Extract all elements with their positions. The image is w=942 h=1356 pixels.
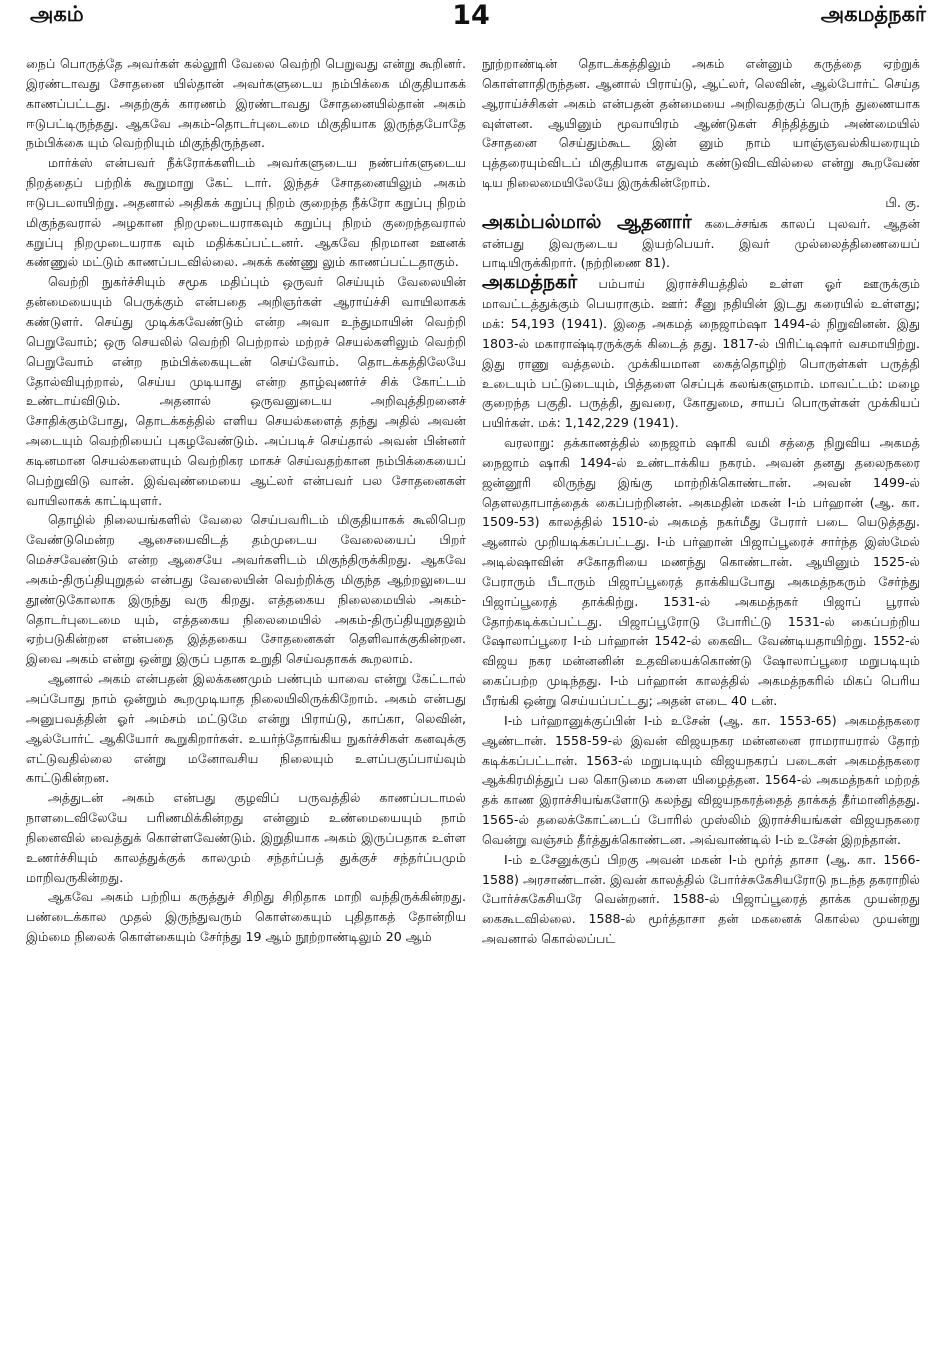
left-column [26,54,466,947]
entry-akampalmal [482,210,920,274]
entry-body: பம்பாய் இராச்சியத்தில் உள்ள ஓர் ஊருக்கும் மாவட்டத்துக்கும் பெயராகும். ஊர்: சீனு நதியின் இடது கரையில் உள்ளது; மக்: 54,193 (1941). இதை அகமத் நைஜாம்ஷா 1494-ல் நிறுவினன். இது 1803-ல் மகாராஷ்டிரருக்குக் கிடைத் தது. 1817-ல் பிரிட்டிஷார் வசமாயிற்று. இது ராணு வத்தலம். முக்கியமான கைத்தொழிற் பொருள்கள் பருத்தி உடையும் பட்டுடையும், பித்தளை செப்புக் கலங்களுமாம். மாவட்டம்: மழை குறைந்த பகுதி. பருத்தி, துவரை, கோதுமை, சாயப் பொருள்கள் முக்கியப் பயிர்கள். மக்: 1,142,229 (1941). [482,276,920,431]
entry-body: கடைச்சங்க காலப் புலவர். ஆதன் என்பது இவருடைய இயற்பெயர். இவர் முல்லைத்திணையைப் பாடியிருக்கிறார். (நற்றிணை 81). [482,215,920,271]
paragraph: வரலாறு: தக்காணத்தில் நைஜாம் ஷாகி வமி சத்தை நிறுவிய அகமத் நைஜாம் ஷாகி 1494-ல் உண்டாக்கிய நகரம். அவன் தனது தலைநகரை ஜன்னூரி லிருந்து இங்கு மாற்றிக்கொண்டான். அவன் 1499-ல் தௌலதாபாத்தைக் கைப்பற்றினன். அகமதின் மகன் I-ம் பர்ஹான் (ஆ. கா. 1509-53) காலத்தில் 1510-ல் அகமத் நகர்மீது பேரார் படை யெடுத்தது. ஆனால் முறியடிக்கப்பட்டது. I-ம் பர்ஹான் பிஜாப்பூரைச் சார்ந்த இஸ்மேல் அடில்ஷாவின் சகோதரியை மணந்து கொண்டான். ஆயினும் 1525-ல் பேராரும் பீடாரும் பிஜாப்பூரைத் தாக்கியபோது அகமத்நகரும் சேர்ந்து பிஜாப்பூரைத் தாக்கிற்று. 1531-ல் அகமத்நகர் பிஜாப் பூரால் தோற்கடிக்கப்பட்டது. பிஜாப்பூரோடு போரிட்டு 1531-ல் கைப்பற்றிய ஷோலாப்பூரை I-ம் பர்ஹான் 1542-ல் கைவிட வேண்டியதாயிற்று. 1552-ல் விஜய நகர மன்னனின் உதவியைக்கொண்டு ஷோலாப்பூரை மறுபடியும் கைப்பற்ற முடிந்தது. I-ம் பர்ஹான் காலத்தில் அகமத்நகரில் மிகப் பெரிய பீரங்கி ஒன்று செய்யப்பட்டது; அதன் எடை 40 டன். [482,435,920,708]
paragraph: தொழில் நிலையங்களில் வேலை செய்பவரிடம் மிகுதியாகக் கூலிபெற வேண்டுமென்ற ஆசையைவிடத் தம்முடைய வேலையைப் பிறர் மெச்சவேண்டும் என்ற ஆசையே அவர்களிடம் மிகுந்திருக்கிறது. ஆகவே அகம்-திருப்தியுறுதல் என்பது வேலையின் வெற்றிக்கு மிகுந்த ஆற்றலுடைய தூண்டுகோலாக இருந்து வரு கிறது. எத்தகைய நிலைமையில் அகம்-தொடர்புடைமை யும், எத்தகைய நிலைமையில் அகம்-திருப்தியுறுதலும் ஏற்படுகின்றன என்பதை இத்தகைய சோதனைகள் தெளிவாக்குகின்றன. இவை அகம் என்று ஒன்று இருப் பதாக உறுதி செய்வதாகக் கூறலாம். [26,512,466,667]
paragraph: ஆனால் அகம் என்பதன் இலக்கணமும் பண்பும் யாவை என்று கேட்டால் அப்போது நாம் ஒன்றும் கூறமுடியாத நிலையிலிருக்கிறோம். அகம் என்பது அனுபவத்தின் ஓர் அம்சம் மட்டுமே என்று பிராய்டு, காப்கா, லெவின், ஆல்போர்ட் ஆகியோர் கூறுகிறார்கள். உயர்ந்தோங்கிய நுகர்ச்சிகள் கனவுக்கு எட்டுவதில்லை என்று மனோவசிய நிலையும் உளப்பகுப்பாய்வும் காட்டுகின்றன. [26,671,466,786]
entry-ahmednagar [482,273,920,433]
paragraph: I-ம் உசேனுக்குப் பிறகு அவன் மகன் I-ம் மூர்த் தாசா (ஆ. கா. 1566-1588) அரசாண்டான். இவன் காலத்தில் போர்ச்சுகேசியரோடு நடந்த தகராறில் போர்ச்சுகேசியரே வென்றனர். 1588-ல் பிஜாப்பூரைத் தாக்க முயன்றது கைகூடவில்லை. 1588-ல் மூர்த்தாசா தன் மகனைக் கொல்ல முயன்று அவனால் கொல்லப்பட் [482,851,920,947]
paragraph: I-ம் பர்ஹானுக்குப்பின் I-ம் உசேன் (ஆ. கா. 1553-65) அகமத்நகரை ஆண்டான். 1558-59-ல் இவன் விஜயநகர மன்னனை ராமராயரால் தோற் கடிக்கப்பட்டான். 1563-ல் மறுபடியும் விஜயநகரப் படைகள் அகமத்நகரை ஆக்கிரமித்துப் பல கொடுமை களை யிழைத்தன. 1564-ல் அகமத்நகர் மற்றத் தக் காண இராச்சியங்களோடு கலந்து விஜயநகரத்தைத் தாக்கத் தீர்மானித்தது. 1565-ல் தலைக்கோட்டைப் போரில் முஸ்லிம் இராச்சியங்கள் விஜயநகரை வென்று வஞ்சம் தீர்த்துக்கொண்டன. அவ்வாண்டில் I-ம் உசேன் இறந்தான். [482,712,920,847]
right-column [482,54,920,949]
running-head-right: அகமத்நகர் [820,2,926,26]
page-number: 14 [452,0,490,31]
paragraph-text: நூற்றாண்டின் தொடக்கத்திலும் அகம் என்னும் கருத்தை ஏற்றுக் கொள்ளாதிருந்தன. ஆனால் பிராய்டு, ஆட்லர், லெவின், ஆல்போர்ட் செய்த ஆராய்ச்சிகள் அகம் என்பதன் தன்மையை அறிவதற்குப் பெருந் துணையாக வுள்ளன. ஆயினும் மூவாயிரம் ஆண்டுகள் சிந்தித்தும் அண்மையில் சோதனை செய்தும்கூட இன் னும் நாம் யாஞ்ஞவல்கியரையும் புத்தரையும்விடப் மிகுதியாக எதுவும் கண்டுவிடவில்லை என்று கூறவேண் டிய நிலைமையிலேயே இருக்கின்றோம். [482,56,920,191]
paragraph: நைப் பொருத்தே அவர்கள் கல்லூரி வேலை வெற்றி பெறுவது என்று கூறினர். இரண்டாவது சோதனை யில்தான் அவர்களுடைய நம்பிக்கை மிகுதியாகக் காணப்பட்டது. அதற்குக் காரணம் இரண்டாவது சோதனையில்தான் அகம் ஈடுபட்டிருந்தது. ஆகவே அகம்-தொடர்புடைமை மிகுதியாக இருந்தபோதே நம்பிக்கை யும் வெற்றியும் மிகுந்திருந்தன. [26,56,466,151]
running-head-left: அகம் [30,2,84,26]
entry-title: அகம்பல்மால் ஆதனார் [482,210,692,233]
entry-title: அகமத்நகர் [482,271,578,294]
paragraph [482,54,920,213]
paragraph: மார்க்ஸ் என்பவர் நீக்ரோக்களிடம் அவர்களுடைய நண்பர்களுடைய நிறத்தைப் பற்றிக் கூறுமாறு கேட் டார். இந்தச் சோதனையிலும் அகம் ஈடுபடலாயிற்று. அதனால் அதிகக் கறுப்பு நிறம் குறைந்த நீக்ரோ கறுப்பு நிறம் மிகுந்தவரால் அழகான நிறமுடையராகவும் கறுப்பு நிறம் குறைந்தவரால் கறுப்பு நிறமுடையராக வும் மதிக்கப்பட்டனர். ஆகவே நிறமான ஊனக் கண்ணுல் மட்டும் காணப்படவில்லை. அகக் கண்ணு லும் காணப்பட்டதாகும். [26,155,466,270]
paragraph: அத்துடன் அகம் என்பது குழவிப் பருவத்தில் காணப்படாமல் நாளடைவிலேயே பரிணமிக்கின்றது என்னும் உண்மையையும் நாம் நினைவில் வைத்துக் கொள்ளவேண்டும். இறுதியாக அகம் இருப்பதாக உள்ள உணர்ச்சியும் காலத்துக்குக் காலமும் சந்தர்ப்பத் துக்குச் சந்தர்ப்பமும் மாறிவருகின்றது. [26,790,466,885]
paragraph: ஆகவே அகம் பற்றிய கருத்துச் சிறிது சிறிதாக மாறி வந்திருக்கின்றது. பண்டைக்கால முதல் இருந்துவரும் கொள்கையும் புதிதாகத் தோன்றிய இம்மை நிலைக் கொள்கையும் சேர்ந்து 19 ஆம் நூற்றாண்டிலும் 20 ஆம் [26,889,466,945]
author-signature: பி. கு. [885,194,920,210]
paragraph: வெற்றி நுகர்ச்சியும் சமூக மதிப்பும் ஒருவர் செய்யும் வேலையின் தன்மையையும் பெருக்கும் என்பதை அறிஞர்கள் ஆராய்ச்சி வாயிலாகக் கண்டுளர். செய்து முடிக்கவேண்டும் என்ற அவா உந்துமாயின் வெற்றி பெறுவோம்; ஒரு செயலில் வெற்றி பெற்றால் மற்றச் செயல்களிலும் வெற்றி பெறுவோம் என்ற நம்பிக்கையுடன் செய்வோம். தொடக்கத்திலேயே தோல்வியுற்றால், செய்ய முடியாது என்ற தாழ்வுணர்ச் சிக் கோட்டம் உண்டாய்விடும். அதனால் ஒருவனுடைய அறிவுத்திறனைச் சோதிக்கும்போது, தொடக்கத்தில் எளிய செயல்களைத் தந்து அதில் அவன் அடையும் வெற்றியைப் புகழவேண்டும். அப்படிச் செய்தால் அவன் பின்னர் கடினமான செயல்களையும் வெற்றிகர மாகச் செய்வதற்கான நம்பிக்கையைப் பெற்றுவிடு வான். இவ்வுண்மையை ஆட்லர் என்பவர் பல சோதனைகள் வாயிலாகக் காட்டியுளர். [26,274,466,508]
